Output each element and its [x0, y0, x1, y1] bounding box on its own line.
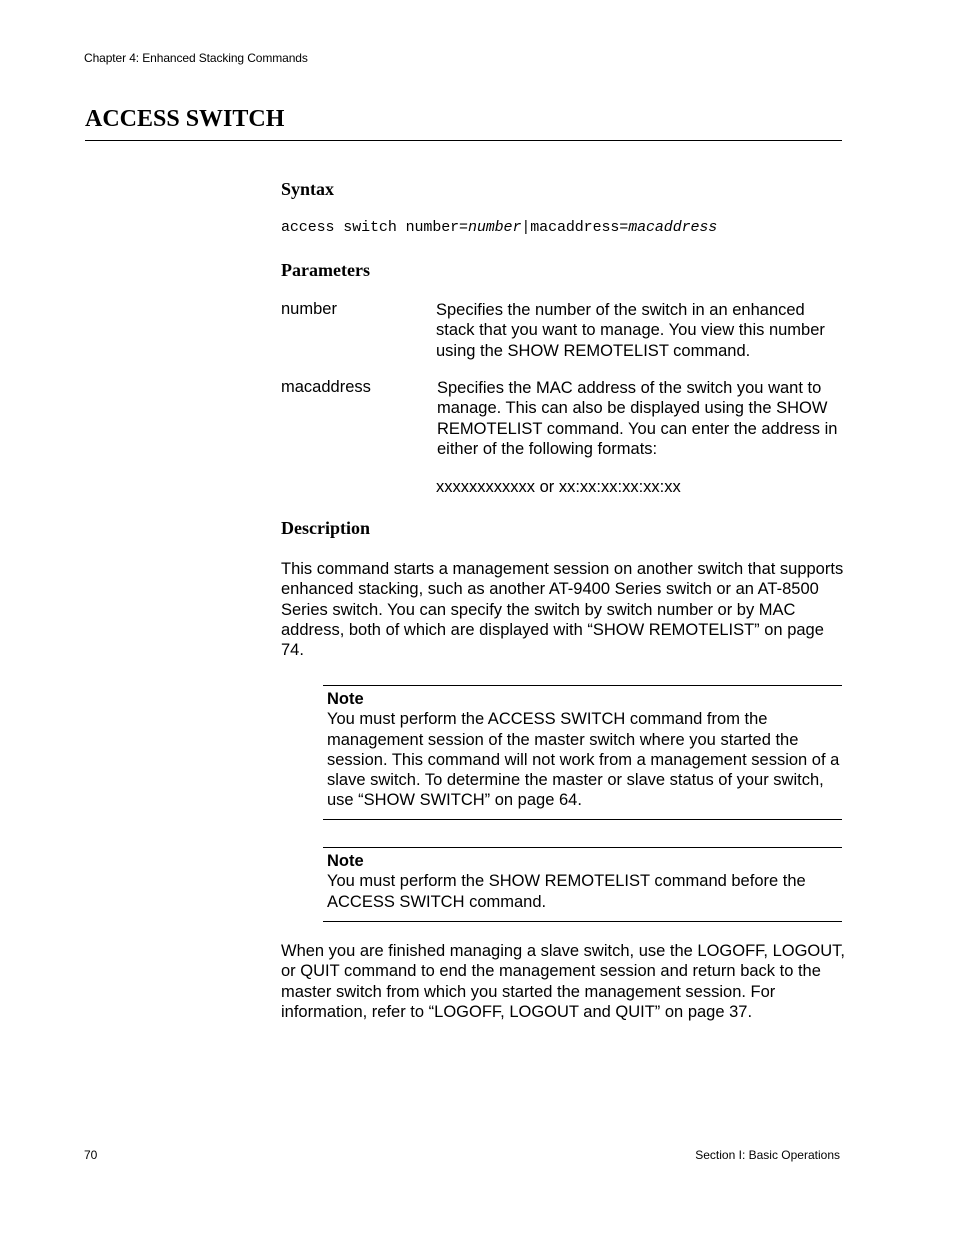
note-box-1	[323, 685, 842, 820]
param-desc-number: Specifies the number of the switch in an enhanced stack that you want to manage. You view this number using the SHOW REMOTELIST command.	[436, 301, 825, 360]
syntax-number-var: number	[467, 219, 522, 236]
param-mac-formats: xxxxxxxxxxxx or xx:xx:xx:xx:xx:xx	[436, 478, 681, 496]
title-divider	[85, 140, 842, 141]
syntax-command: access switch number=	[281, 219, 468, 236]
syntax-macaddress-var: macaddress	[628, 219, 718, 236]
note-text: You must perform the SHOW REMOTELIST command before the ACCESS SWITCH command.	[327, 872, 806, 911]
note-text: You must perform the ACCESS SWITCH command from the management session of the master switch where you started the session. This command will not work from a management session of a slave switch. To determine the master or slave status of your switch, use “SHOW SWITCH” on page 64.	[327, 710, 840, 810]
running-header: Chapter 4: Enhanced Stacking Commands	[84, 51, 308, 65]
note-box-2	[323, 847, 842, 922]
note-label: Note	[327, 690, 364, 708]
param-name-number: number	[281, 300, 337, 318]
running-footer: Section I: Basic Operations	[695, 1148, 840, 1162]
page-title: ACCESS SWITCH	[85, 106, 285, 132]
syntax-separator: |macaddress=	[521, 219, 629, 236]
page-number: 70	[84, 1148, 98, 1162]
note-label: Note	[327, 852, 364, 870]
description-heading: Description	[281, 518, 370, 538]
param-name-macaddress: macaddress	[281, 378, 371, 396]
closing-paragraph: When you are finished managing a slave switch, use the LOGOFF, LOGOUT, or QUIT command to end the management session and return back to the master switch from which you started the management session. For information, refer to “LOGOFF, LOGOUT and QUIT” on page 37.	[281, 942, 846, 1021]
param-desc-macaddress: Specifies the MAC address of the switch you want to manage. This can also be displayed using the SHOW REMOTELIST command. You can enter the address in either of the following formats:	[437, 379, 838, 458]
parameters-heading: Parameters	[281, 260, 370, 280]
description-text: This command starts a management session on another switch that supports enhanced stacking, such as another AT-9400 Series switch or an AT-8500 Series switch. You can specify the switch by switch number or by MAC address, both of which are displayed with “SHOW REMOTELIST” on page 74.	[281, 560, 844, 660]
syntax-line	[281, 219, 717, 236]
syntax-heading: Syntax	[281, 179, 335, 199]
